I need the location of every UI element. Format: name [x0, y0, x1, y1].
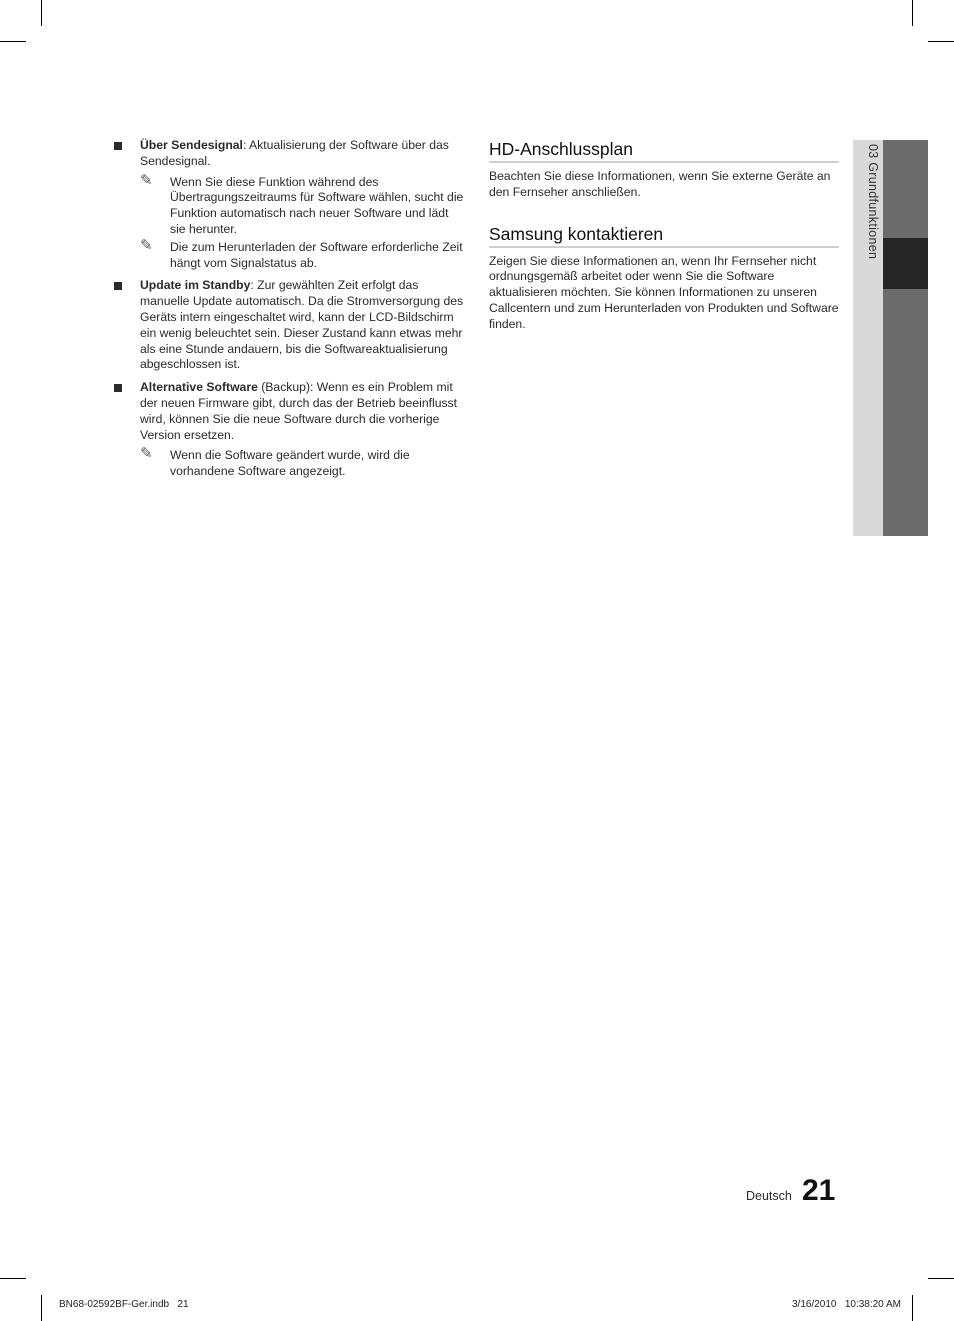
crop-mark [928, 1278, 954, 1279]
crop-mark [928, 41, 954, 42]
bullet-item-standby [114, 278, 466, 373]
note-text: Wenn Sie diese Funktion während des Übertragungszeitraums für Software wählen, sucht die Funktion automatisch nach neuer Software und lädt sie herunter. [170, 174, 464, 236]
crop-mark [912, 1295, 913, 1321]
crop-mark [0, 41, 26, 42]
item-title: Alternative Software [140, 380, 258, 395]
bullet-item-alternative [114, 380, 466, 480]
crop-mark [41, 0, 42, 26]
note [140, 236, 466, 272]
right-column [489, 138, 839, 355]
section-title-hd-anschlussplan: HD-Anschlussplan [489, 138, 839, 163]
item-text: : Aktualisierung der Software über das Sendesignal. [140, 138, 449, 168]
item-title: Über Sendesignal [140, 138, 243, 152]
bullet-square-icon [114, 282, 122, 290]
chapter-tab-bar [883, 140, 928, 536]
item-title: Update im Standby [140, 278, 251, 293]
crop-mark [912, 0, 913, 26]
note-text: Wenn die Software geändert wurde, wird die vorhandene Software angezeigt. [170, 448, 410, 479]
pencil-note-icon: ✎ [140, 236, 153, 254]
pencil-note-icon: ✎ [140, 171, 153, 189]
pencil-note-icon: ✎ [140, 445, 153, 463]
page-number: 21 [802, 1174, 836, 1207]
section-title-samsung-kontaktieren: Samsung kontaktieren [489, 223, 839, 248]
print-slug-timestamp: 3/16/2010 10:38:20 AM [792, 1299, 901, 1310]
note [140, 171, 466, 238]
print-slug-file: BN68-02592BF-Ger.indb 21 [59, 1299, 189, 1310]
bullet-square-icon [114, 142, 122, 150]
bullet-square-icon [114, 384, 122, 392]
note [140, 445, 466, 480]
chapter-tab-active-marker [883, 238, 928, 289]
note-text: Die zum Herunterladen der Software erforderliche Zeit hängt vom Signalstatus ab. [170, 239, 463, 270]
section-body: Zeigen Sie diese Informationen an, wenn Ihr Fernseher nicht ordnungsgemäß arbeitet oder wenn Sie die Software aktualisieren möchten. Sie können Informationen zu unseren Callcentern und zum Herunterladen von Produkten und Software finden. [489, 253, 839, 331]
chapter-tab-label: 03 Grundfunktionen [866, 144, 880, 260]
footer-language: Deutsch [746, 1189, 792, 1203]
crop-mark [41, 1295, 42, 1321]
section-body: Beachten Sie diese Informationen, wenn Sie externe Geräte an den Fernseher anschließen. [489, 169, 831, 199]
item-text: (Backup): Wenn es ein Problem mit der neuen Firmware gibt, durch das der Betrieb beeinflusst wird, können Sie die neue Software durch die vorherige Version ersetzen. [140, 380, 458, 442]
crop-mark [0, 1278, 26, 1279]
left-column [114, 138, 466, 487]
item-text: : Zur gewählten Zeit erfolgt das manuelle Update automatisch. Da die Stromversorgung des Geräts intern eingeschaltet wird, kann der LCD-Bildschirm ein wenig beleuchtet sein. Dieser Zustand kann etwas mehr als eine Stunde andauern, bis die Softwareaktualisierung abgeschlossen ist. [140, 278, 464, 372]
bullet-item-sendesignal [114, 138, 466, 271]
